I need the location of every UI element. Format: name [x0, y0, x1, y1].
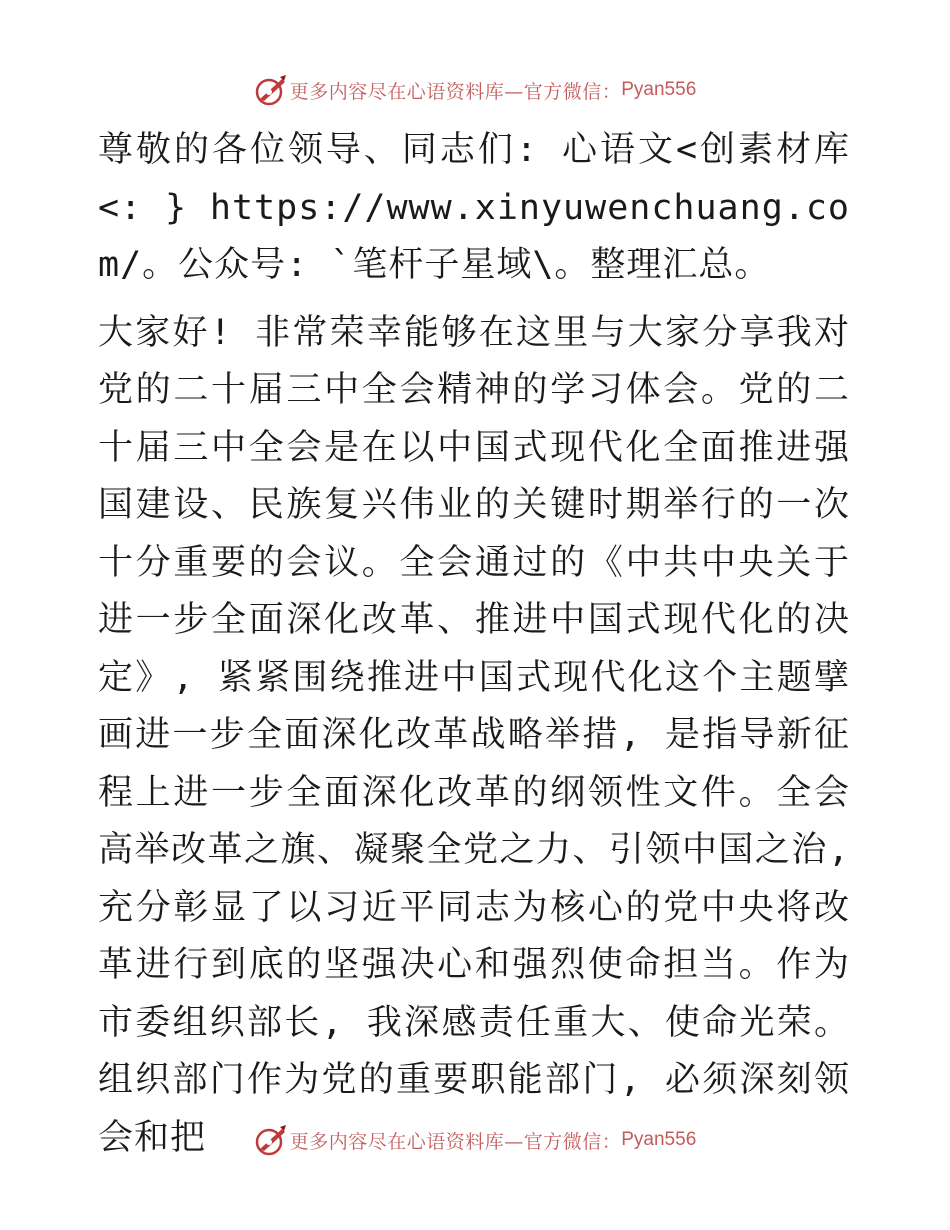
banner-site-text: 更多内容尽在心语资料库—官方微信：	[289, 1130, 622, 1153]
quill-pen-logo-icon	[254, 73, 288, 107]
banner-wechat-id: Pyan556	[621, 79, 697, 100]
header-banner	[0, 70, 950, 110]
banner-wechat-id: Pyan556	[621, 1129, 697, 1150]
greeting-paragraph: 尊敬的各位领导、同志们: 心语文<创素材库<: } https://www.xinyuwenchuang.com/。公众号: `笔杆子星域\。整理汇总。	[98, 130, 850, 285]
document-body	[98, 122, 850, 1167]
banner-site-text: 更多内容尽在心语资料库—官方微信：	[289, 80, 622, 103]
speech-paragraph: 大家好! 非常荣幸能够在这里与大家分享我对党的二十届三中全会精神的学习体会。党的二十届三中全会是在以中国式现代化全面推进强国建设、民族复兴伟业的关键时期举行的一次十分重要的会议。全会通过的《中共中央关于进一步全面深化改革、推进中国式现代化的决定》, 紧紧围绕推进中国式现代化这个主题擘画进一步全面深化改革战略举措, 是指导新征程上进一步全面深化改革的纲领性文件。全会高举改革之旗、凝聚全党之力、引领中国之治, 充分彰显了以习近平同志为核心的党中央将改革进行到底的坚强决心和强烈使命担当。作为市委组织部长, 我深感责任重大、使命光荣。组织部门作为党的重要职能部门, 必须深刻领会和把	[98, 312, 850, 1158]
footer-banner	[0, 1120, 950, 1160]
quill-pen-logo-icon	[254, 1123, 288, 1157]
